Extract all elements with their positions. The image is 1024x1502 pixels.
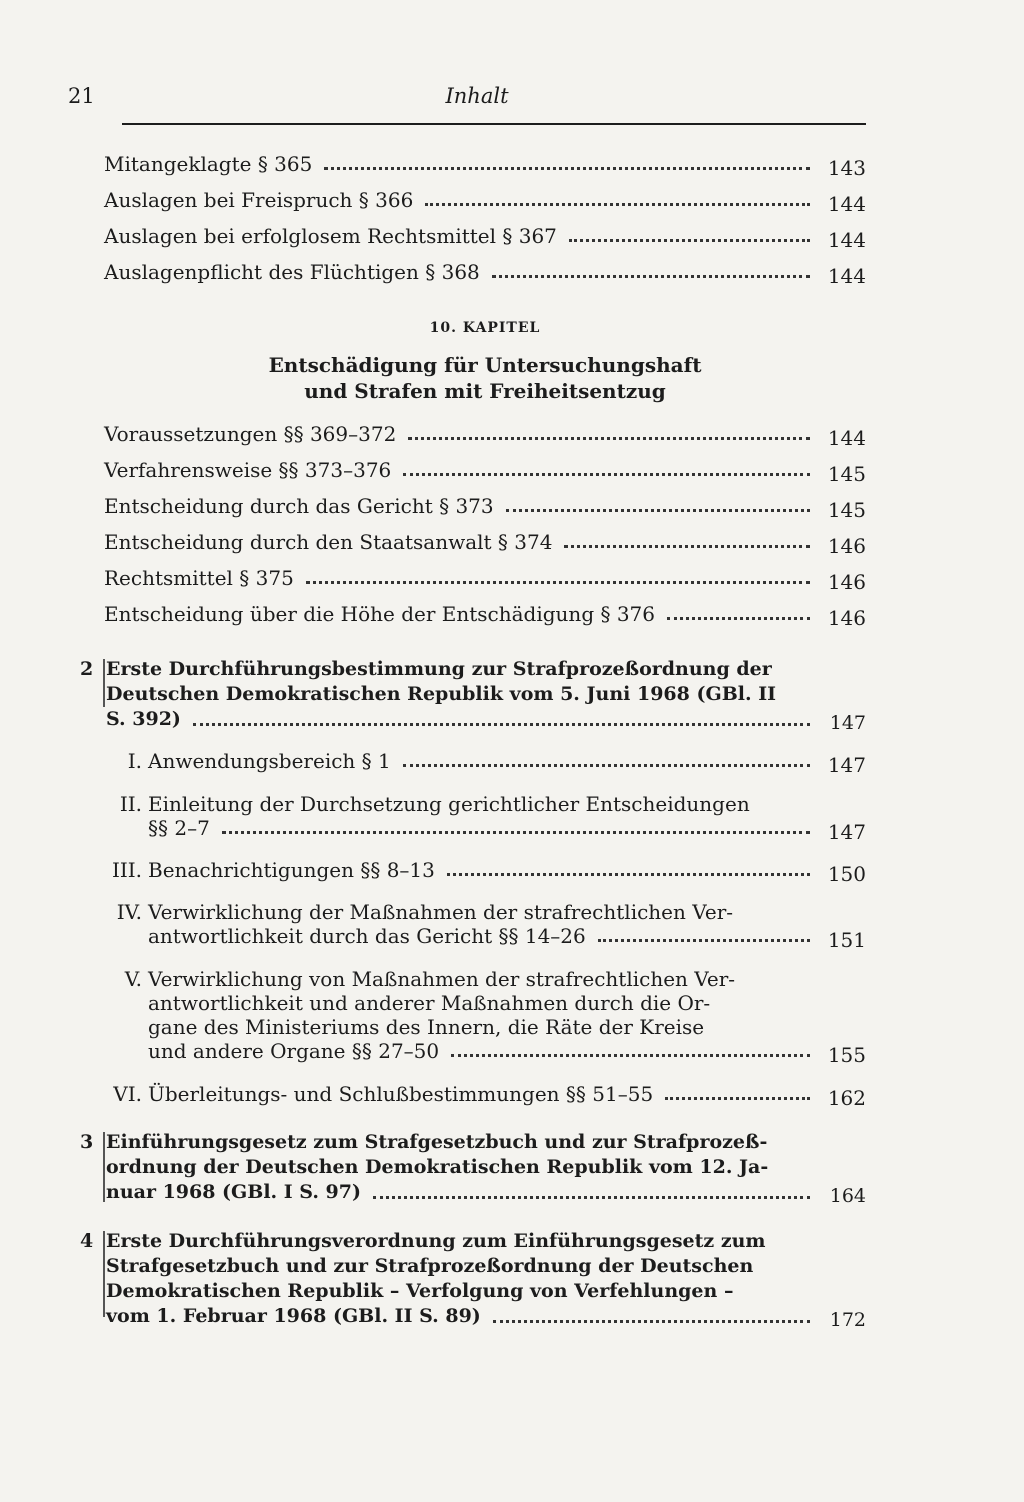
toc-entry bbox=[104, 260, 866, 288]
toc-entry-line: gane des Ministeriums des Innern, die Räte der Kreise bbox=[148, 1015, 705, 1039]
toc-entry-page: 146 bbox=[827, 606, 866, 630]
toc-entry-page: 145 bbox=[827, 462, 866, 486]
toc-entry-title: Überleitungs- und Schlußbestimmungen §§ 51–55 bbox=[148, 1082, 654, 1106]
leader-dots bbox=[506, 509, 810, 512]
toc-entry-page: 145 bbox=[827, 498, 866, 522]
toc-entry bbox=[104, 458, 866, 486]
toc-entry-title: Anwendungsbereich § 1 bbox=[148, 749, 391, 773]
toc-entry-title: §§ 2–7 bbox=[148, 816, 210, 840]
leader-dots bbox=[222, 831, 810, 834]
roman-numeral: II. bbox=[119, 792, 142, 816]
leader-dots bbox=[408, 437, 810, 440]
margin-bar bbox=[103, 659, 105, 707]
roman-numeral: VI. bbox=[113, 1082, 142, 1106]
toc-entry-title: Auslagen bei erfolglosem Rechtsmittel § 367 bbox=[104, 224, 557, 248]
toc-subentry bbox=[104, 749, 866, 777]
roman-numeral: I. bbox=[127, 749, 142, 773]
block-line: Erste Durchführungsverordnung zum Einführungsgesetz zum bbox=[106, 1230, 766, 1252]
toc-entry-title: Rechtsmittel § 375 bbox=[104, 566, 294, 590]
block-number: 3 bbox=[80, 1131, 94, 1153]
block-line: Deutschen Demokratischen Republik vom 5. Juni 1968 (GBl. II bbox=[106, 683, 776, 705]
toc-entry-page: 147 bbox=[827, 753, 866, 777]
toc-entry-line: Verwirklichung von Maßnahmen der strafrechtlichen Ver- bbox=[148, 967, 736, 991]
block-line: Strafgesetzbuch und zur Strafprozeßordnung der Deutschen bbox=[106, 1255, 754, 1277]
toc-entry-page: 146 bbox=[827, 570, 866, 594]
page-header bbox=[68, 84, 866, 114]
toc-entry-page: 147 bbox=[827, 820, 866, 844]
leader-dots bbox=[447, 873, 810, 876]
toc-entry-page: 162 bbox=[827, 1086, 866, 1110]
leader-dots bbox=[425, 203, 810, 206]
toc-entry-page: 155 bbox=[827, 1043, 866, 1067]
leader-dots bbox=[665, 1097, 810, 1100]
toc-entry-page: 144 bbox=[827, 426, 866, 450]
toc-entry-title: Entscheidung durch das Gericht § 373 bbox=[104, 494, 494, 518]
toc-entry bbox=[104, 494, 866, 522]
running-title: Inhalt bbox=[445, 84, 509, 108]
leader-dots bbox=[564, 545, 810, 548]
toc-entry-title: Auslagenpflicht des Flüchtigen § 368 bbox=[104, 260, 480, 284]
leader-dots bbox=[492, 275, 810, 278]
toc-subentry bbox=[104, 1082, 866, 1110]
block-line: ordnung der Deutschen Demokratischen Republik vom 12. Ja- bbox=[106, 1156, 769, 1178]
margin-bar bbox=[103, 1132, 105, 1202]
toc-block-2 bbox=[80, 657, 866, 732]
toc-entry bbox=[104, 152, 866, 180]
page-number: 21 bbox=[68, 84, 95, 108]
block-number: 4 bbox=[80, 1230, 94, 1252]
toc-entry-title: Entscheidung über die Höhe der Entschädigung § 376 bbox=[104, 602, 656, 626]
block-line: Demokratischen Republik – Verfolgung von Verfehlungen – bbox=[106, 1280, 734, 1302]
toc-entry-page: 147 bbox=[829, 712, 866, 734]
toc-entry bbox=[104, 530, 866, 558]
block-line: vom 1. Februar 1968 (GBl. II S. 89) bbox=[106, 1305, 481, 1327]
toc-entry-page: 143 bbox=[827, 156, 866, 180]
leader-dots bbox=[493, 1320, 810, 1323]
toc-entry-title: Voraussetzungen §§ 369–372 bbox=[104, 422, 397, 446]
toc-subentry bbox=[104, 900, 866, 952]
toc-entry-page: 151 bbox=[827, 928, 866, 952]
block-number: 2 bbox=[80, 658, 94, 680]
leader-dots bbox=[324, 167, 810, 170]
toc-entry-title: Mitangeklagte § 365 bbox=[104, 152, 313, 176]
toc-entry-title: Verfahrensweise §§ 373–376 bbox=[104, 458, 392, 482]
toc-entry-title: Auslagen bei Freispruch § 366 bbox=[104, 188, 414, 212]
header-rule bbox=[122, 123, 866, 125]
block-line: nuar 1968 (GBl. I S. 97) bbox=[106, 1181, 361, 1203]
toc-block-3 bbox=[80, 1130, 866, 1205]
toc-entry bbox=[104, 188, 866, 216]
leader-dots bbox=[451, 1054, 810, 1057]
toc-entry-page: 150 bbox=[827, 862, 866, 886]
toc-entry-title: Benachrichtigungen §§ 8–13 bbox=[148, 858, 435, 882]
toc-entry bbox=[104, 602, 866, 630]
chapter-label: 10. KAPITEL bbox=[429, 320, 541, 336]
block-line: S. 392) bbox=[106, 708, 181, 730]
toc-entry-page: 144 bbox=[827, 228, 866, 252]
toc-entry bbox=[104, 566, 866, 594]
chapter-title-line1: Entschädigung für Untersuchungshaft bbox=[268, 353, 702, 377]
toc-entry-line: Verwirklichung der Maßnahmen der strafrechtlichen Ver- bbox=[148, 900, 734, 924]
toc-entry-page: 164 bbox=[829, 1185, 866, 1207]
toc-entry bbox=[104, 422, 866, 450]
toc-entry bbox=[104, 224, 866, 252]
toc-entry-line: antwortlichkeit und anderer Maßnahmen durch die Or- bbox=[148, 991, 711, 1015]
toc-subentry bbox=[104, 967, 866, 1067]
leader-dots bbox=[403, 764, 810, 767]
toc-entry-page: 146 bbox=[827, 534, 866, 558]
toc-entry-title: Entscheidung durch den Staatsanwalt § 374 bbox=[104, 530, 553, 554]
leader-dots bbox=[598, 939, 810, 942]
leader-dots bbox=[193, 723, 810, 726]
toc-subentry bbox=[104, 792, 866, 844]
toc-entry-page: 144 bbox=[827, 264, 866, 288]
toc-entry-title: und andere Organe §§ 27–50 bbox=[148, 1039, 440, 1063]
toc-entry-line: Einleitung der Durchsetzung gerichtlicher Entscheidungen bbox=[148, 792, 750, 816]
toc-block-4 bbox=[80, 1229, 866, 1329]
leader-dots bbox=[306, 581, 810, 584]
leader-dots bbox=[373, 1196, 810, 1199]
toc-entry-title: antwortlichkeit durch das Gericht §§ 14–26 bbox=[148, 924, 586, 948]
toc-entry-page: 172 bbox=[829, 1309, 866, 1331]
roman-numeral: III. bbox=[111, 858, 142, 882]
chapter-title-line2: und Strafen mit Freiheitsentzug bbox=[304, 379, 666, 403]
leader-dots bbox=[667, 617, 810, 620]
block-line: Erste Durchführungsbestimmung zur Strafprozeßordnung der bbox=[106, 658, 772, 680]
roman-numeral: V. bbox=[124, 967, 142, 991]
leader-dots bbox=[403, 473, 810, 476]
block-line: Einführungsgesetz zum Strafgesetzbuch und zur Strafprozeß- bbox=[106, 1131, 768, 1153]
leader-dots bbox=[569, 239, 810, 242]
toc-subentry bbox=[104, 858, 866, 886]
roman-numeral: IV. bbox=[116, 900, 142, 924]
margin-bar bbox=[103, 1231, 105, 1317]
toc-entry-page: 144 bbox=[827, 192, 866, 216]
